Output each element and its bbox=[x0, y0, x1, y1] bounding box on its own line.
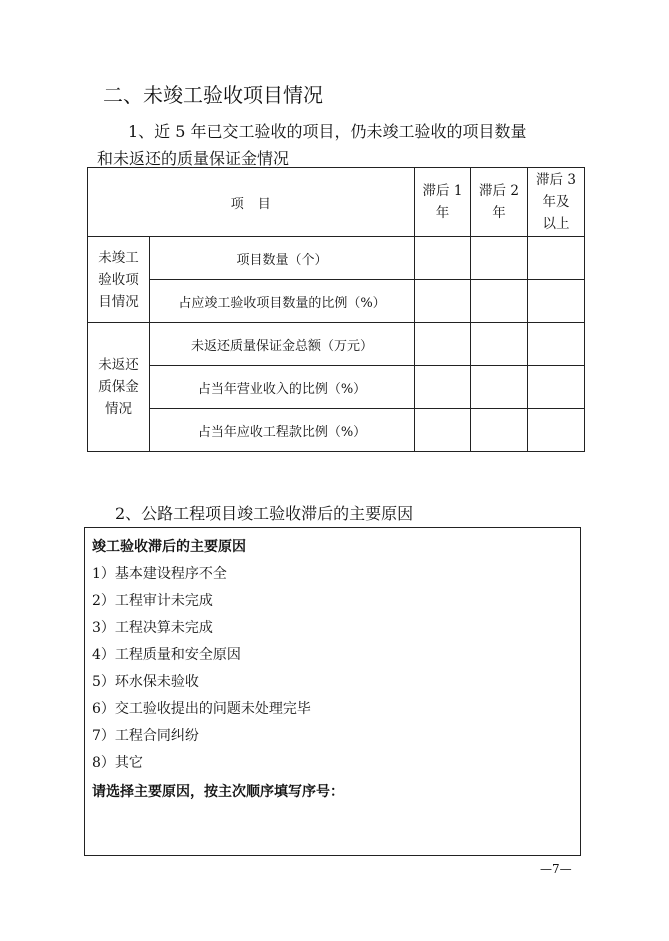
group-label-unfinished bbox=[88, 237, 150, 323]
value-cell[interactable] bbox=[415, 237, 471, 280]
group-label-deposit bbox=[88, 323, 150, 452]
row-label-deposit-total: 未返还质量保证金总额（万元） bbox=[150, 323, 415, 366]
header-delay-3-line2: 年及 bbox=[542, 194, 570, 210]
header-delay-1-cell bbox=[415, 168, 471, 237]
header-delay-1-line1: 滞后 1 bbox=[422, 183, 463, 199]
reason-option: 2）工程审计未完成 bbox=[92, 593, 213, 609]
reason-option: 3）工程决算未完成 bbox=[92, 620, 213, 636]
header-delay-2-cell bbox=[471, 168, 528, 237]
header-item-cell: 项 目 bbox=[88, 168, 415, 237]
row-label-project-count: 项目数量（个） bbox=[150, 237, 415, 280]
group-label-line: 未返还 bbox=[98, 357, 139, 373]
table-row bbox=[88, 409, 585, 452]
reason-option: 1）基本建设程序不全 bbox=[92, 566, 227, 582]
table-row bbox=[88, 280, 585, 323]
section-title: 二、未竣工验收项目情况 bbox=[103, 83, 323, 107]
group-label-line: 质保金 bbox=[98, 379, 139, 395]
table-row bbox=[88, 323, 585, 366]
reason-option: 8）其它 bbox=[92, 755, 143, 771]
header-delay-2-line2: 年 bbox=[492, 205, 506, 221]
table-row bbox=[88, 237, 585, 280]
value-cell[interactable] bbox=[415, 323, 471, 366]
row-label-revenue-ratio: 占当年营业收入的比例（%） bbox=[150, 366, 415, 409]
value-cell[interactable] bbox=[471, 323, 528, 366]
value-cell[interactable] bbox=[415, 409, 471, 452]
value-cell[interactable] bbox=[415, 366, 471, 409]
value-cell[interactable] bbox=[471, 280, 528, 323]
table-header-row bbox=[88, 168, 585, 237]
value-cell[interactable] bbox=[471, 409, 528, 452]
value-cell[interactable] bbox=[528, 237, 585, 280]
question2-title: 2、公路工程项目竣工验收滞后的主要原因 bbox=[115, 504, 414, 523]
group-label-line: 未竣工 bbox=[98, 249, 139, 266]
reason-option: 5）环水保未验收 bbox=[92, 674, 199, 690]
header-delay-1-line2: 年 bbox=[435, 205, 450, 221]
reason-option: 7）工程合同纠纷 bbox=[92, 728, 199, 744]
value-cell[interactable] bbox=[528, 323, 585, 366]
table-row bbox=[88, 366, 585, 409]
reason-option: 6）交工验收提出的问题未处理完毕 bbox=[92, 701, 311, 717]
value-cell[interactable] bbox=[471, 237, 528, 280]
question1-line1: 1、近 5 年已交工验收的项目，仍未竣工验收的项目数量 bbox=[128, 122, 527, 141]
group-label-line: 情况 bbox=[105, 401, 132, 417]
reasons-instruction: 请选择主要原因，按主次顺序填写序号： bbox=[92, 784, 344, 800]
group-label-line: 目情况 bbox=[98, 293, 139, 310]
value-cell[interactable] bbox=[528, 366, 585, 409]
header-delay-2-line1: 滞后 2 bbox=[479, 183, 519, 199]
value-cell[interactable] bbox=[415, 280, 471, 323]
row-label-project-ratio: 占应竣工验收项目数量的比例（%） bbox=[150, 280, 415, 323]
question1-line2: 和未返还的质量保证金情况 bbox=[97, 149, 290, 168]
group-label-line: 验收项 bbox=[98, 271, 139, 288]
reasons-box bbox=[84, 527, 581, 856]
header-delay-3-line3: 以上 bbox=[542, 216, 570, 232]
unfinished-acceptance-table bbox=[87, 167, 585, 452]
row-label-receivable-ratio: 占当年应收工程款比例（%） bbox=[150, 409, 415, 452]
reasons-heading: 竣工验收滞后的主要原因 bbox=[92, 539, 246, 555]
value-cell[interactable] bbox=[528, 280, 585, 323]
reason-option: 4）工程质量和安全原因 bbox=[92, 647, 241, 663]
page-number: —7— bbox=[540, 862, 572, 876]
header-delay-3-line1: 滞后 3 bbox=[536, 172, 576, 188]
value-cell[interactable] bbox=[471, 366, 528, 409]
header-delay-3-cell bbox=[528, 168, 585, 237]
value-cell[interactable] bbox=[528, 409, 585, 452]
